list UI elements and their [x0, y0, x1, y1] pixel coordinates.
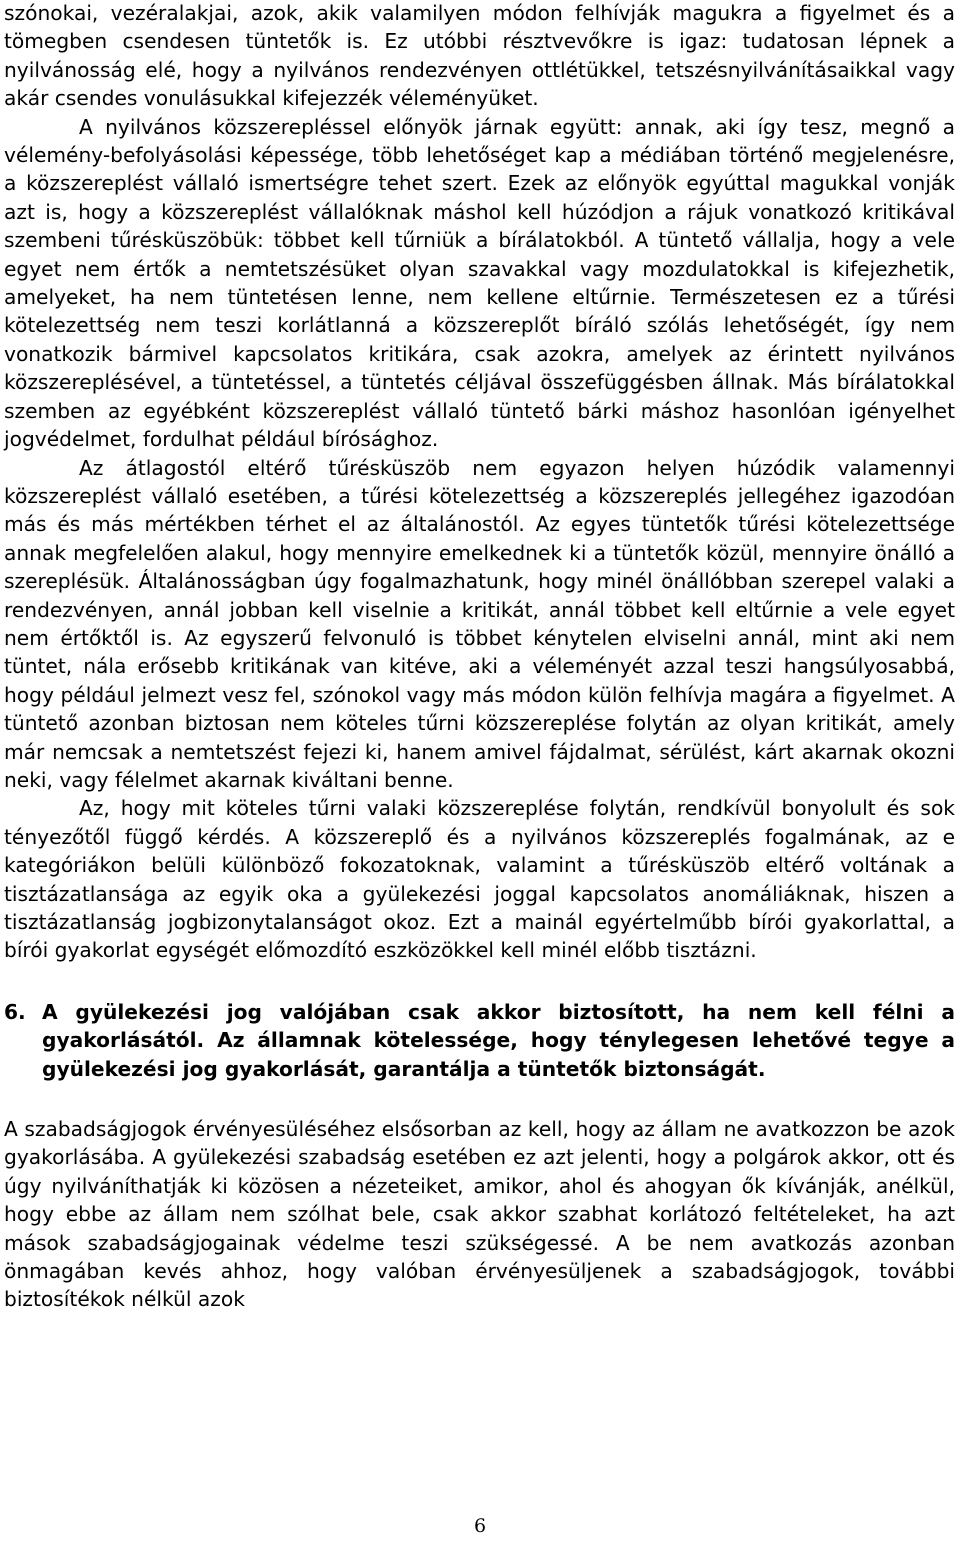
section-heading [4, 998, 955, 1083]
paragraph-public-appearance-benefits: A nyilvános közszerepléssel előnyök járnak együtt: annak, aki így tesz, megnő a vélemény-befolyásolási képessége, több lehetőséget kap a médiában történő megjelenésre, a közszereplést vállaló ismertségre tehet szert. Ezek az előnyök egyúttal magukkal vonják azt is, hogy a közszereplést vállalóknak máshol kell húzódjon a rájuk vonatkozó kritikával szembeni tűrésküszöbük: többet kell tűrniük a bírálatokból. A tüntető vállalja, hogy a vele egyet nem értők a nemtetszésüket olyan szavakkal vagy mozdulatokkal is kifejezhetik, amelyeket, ha nem tüntetésen lenne, nem kellene eltűrnie. Természetesen ez a tűrési kötelezettség nem teszi korlátlanná a közszereplőt bíráló szólás lehetőségét, így nem vonatkozik bármivel kapcsolatos kritikára, csak azokra, amelyek az érintett nyilvános közszereplésével, a tüntetéssel, a tüntetés céljával összefüggésben állnak. Más bírálatokkal szemben az egyébként közszereplést vállaló tüntető bárki máshoz hasonlóan igényelhet jogvédelmet, fordulhat például bírósághoz. [4, 114, 955, 452]
section-number: 6. [4, 999, 26, 1024]
section-heading-text: A gyülekezési jog valójában csak akkor biztosított, ha nem kell félni a gyakorlásától. Az államnak kötelessége, hogy ténylegesen lehetővé tegye a gyülekezési jog gyakorlását, garantálja a tüntetők biztonságát. [42, 999, 955, 1081]
paragraph-complex-question: Az, hogy mit köteles tűrni valaki közszereplése folytán, rendkívül bonyolult és sok tényezőtől függő kérdés. A közszereplő és a nyilvános közszereplés fogalmának, az e kategóriákon belüli különböző fokozatoknak, valamint a tűrésküszöb eltérő voltának a tisztázatlansága az egyik oka a gyülekezési joggal kapcsolatos anomáliáknak, hiszen a tisztázatlanság jogbizonytalanságot okoz. Ezt a mainál egyértelműbb bírói gyakorlattal, a bírói gyakorlat egységét előmozdító eszközökkel kell minél előbb tisztázni. [4, 796, 955, 963]
paragraph-freedom-rights: A szabadságjogok érvényesüléséhez elsősorban az kell, hogy az állam ne avatkozzon be azok gyakorlásába. A gyülekezési szabadság esetében ez azt jelenti, hogy a polgárok akkor, ott és úgy nyilváníthatják ki közösen a nézeteiket, amikor, ahol és ahogyan ők kívánják, anélkül, hogy ebbe az állam nem szólhat bele, csak akkor szabhat korlátozó feltételeket, ha azt mások szabadságjogainak védelme teszi szükségessé. A be nem avatkozás azonban önmagában kevés ahhoz, hogy valóban érvényesüljenek a szabadságjogok, további biztosítékok nélkül azok [4, 1117, 955, 1312]
document-page [4, 0, 955, 1541]
page-number: 6 [473, 1515, 487, 1537]
paragraph-tolerance-threshold: Az átlagostól eltérő tűrésküszöb nem egyazon helyen húzódik valamennyi közszereplést vállaló esetében, a tűrési kötelezettség a közszereplés jellegéhez igazodóan más és más mértékben térhet el az általánostól. Az egyes tüntetők tűrési kötelezettsége annak megfelelően alakul, hogy mennyire emelkednek ki a tüntetők közül, mennyire önálló a szereplésük. Általánosságban úgy fogalmazhatunk, hogy minél önállóbban szerepel valaki a rendezvényen, annál jobban kell viselnie a kritikát, annál többet kell eltűrnie a vele egyet nem értőktől is. Az egyszerű felvonuló is többet kénytelen elviselni annál, mint aki nem tüntet, nála erősebb kritikának van kitéve, aki a véleményét azzal teszi hangsúlyosabbá, hogy például jelmezt vesz fel, szónokol vagy más módon külön felhívja magára a figyelmet. A tüntető azonban biztosan nem köteles tűrni közszereplése folytán az olyan kritikát, amely már nemcsak a nemtetszést fejezi ki, hanem amivel fájdalmat, sérülést, kárt akarnak okozni neki, vagy félelmet akarnak kiváltani benne. [4, 455, 955, 792]
paragraph-continuation: szónokai, vezéralakjai, azok, akik valamilyen módon felhívják magukra a figyelmet és a tömegben csendesen tüntetők is. Ez utóbbi résztvevőkre is igaz: tudatosan lépnek a nyilvánosság elé, hogy a nyilvános rendezvényen ottlétükkel, tetszésnyilvánításaikkal vagy akár csendes vonulásukkal kifejezzék véleményüket. [4, 1, 955, 111]
